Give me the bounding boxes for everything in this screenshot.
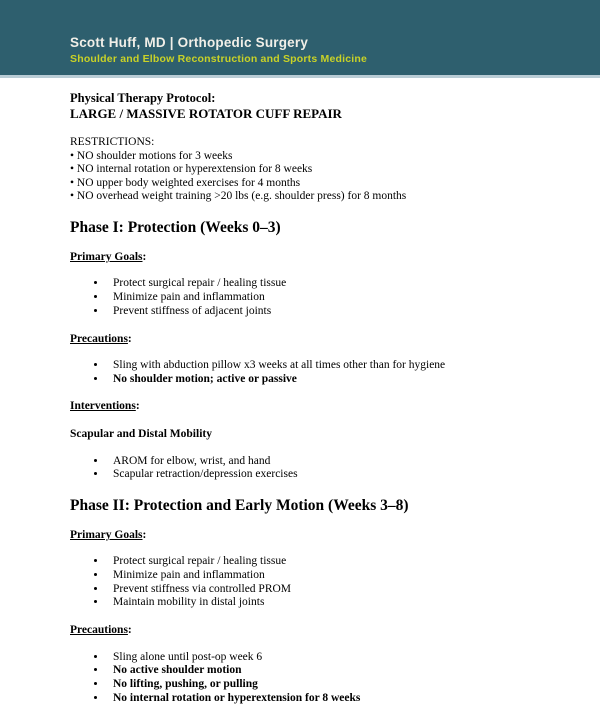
letterhead-banner	[0, 0, 600, 78]
list-item: • Minimize pain and inflammation	[107, 291, 550, 305]
list-item: • No internal rotation or hyperextension for 8 weeks	[107, 692, 550, 706]
list-item: • Minimize pain and inflammation	[107, 569, 550, 583]
list-item: • AROM for elbow, wrist, and hand	[107, 455, 550, 469]
phase2-primary-goals-label: Primary Goals:	[70, 528, 147, 541]
list-item: • Prevent stiffness via controlled PROM	[107, 583, 550, 597]
list-item: • No lifting, pushing, or pulling	[107, 678, 550, 692]
practice-title: Scott Huff, MD | Orthopedic Surgery	[70, 35, 309, 50]
phase1-interventions-label: Interventions:	[70, 400, 140, 413]
phase1-heading: Phase I: Protection (Weeks 0–3)	[70, 219, 281, 237]
list-item: • Sling with abduction pillow x3 weeks at all times other than for hygiene	[107, 359, 550, 373]
phase2-precautions-label: Precautions:	[70, 624, 132, 637]
phase1-primary-goals-label: Primary Goals:	[70, 250, 147, 263]
restrictions-heading: RESTRICTIONS:	[70, 136, 155, 149]
phase2-primary-goals-list	[70, 555, 550, 610]
list-item: • No shoulder motion; active or passive	[107, 373, 550, 387]
phase1-interventions-subhead: Scapular and Distal Mobility	[70, 428, 212, 441]
practice-subtitle: Shoulder and Elbow Reconstruction and Sports Medicine	[70, 53, 368, 65]
list-item: • NO upper body weighted exercises for 4 months	[70, 177, 550, 191]
list-item: • Sling alone until post-op week 6	[107, 651, 550, 665]
list-item: • NO shoulder motions for 3 weeks	[70, 150, 550, 164]
phase1-interventions-list	[70, 455, 550, 482]
document-body	[0, 78, 600, 706]
list-item: • NO overhead weight training >20 lbs (e.g. shoulder press) for 8 months	[70, 190, 550, 204]
phase2-heading: Phase II: Protection and Early Motion (Weeks 3–8)	[70, 497, 409, 514]
list-item: • No active shoulder motion	[107, 664, 550, 678]
list-item: • Protect surgical repair / healing tissue	[107, 555, 550, 569]
protocol-title: LARGE / MASSIVE ROTATOR CUFF REPAIR	[70, 105, 342, 121]
restrictions-list	[70, 150, 550, 204]
phase1-precautions-label: Precautions:	[70, 332, 132, 345]
list-item: • Maintain mobility in distal joints	[107, 596, 550, 610]
list-item: • Prevent stiffness of adjacent joints	[107, 305, 550, 319]
phase1-primary-goals-list	[70, 277, 550, 318]
phase2-precautions-list	[70, 651, 550, 706]
list-item: • Protect surgical repair / healing tissue	[107, 277, 550, 291]
list-item: • NO internal rotation or hyperextension for 8 weeks	[70, 163, 550, 177]
list-item: • Scapular retraction/depression exercises	[107, 468, 550, 482]
phase1-precautions-list	[70, 359, 550, 386]
protocol-label: Physical Therapy Protocol:	[70, 91, 216, 105]
